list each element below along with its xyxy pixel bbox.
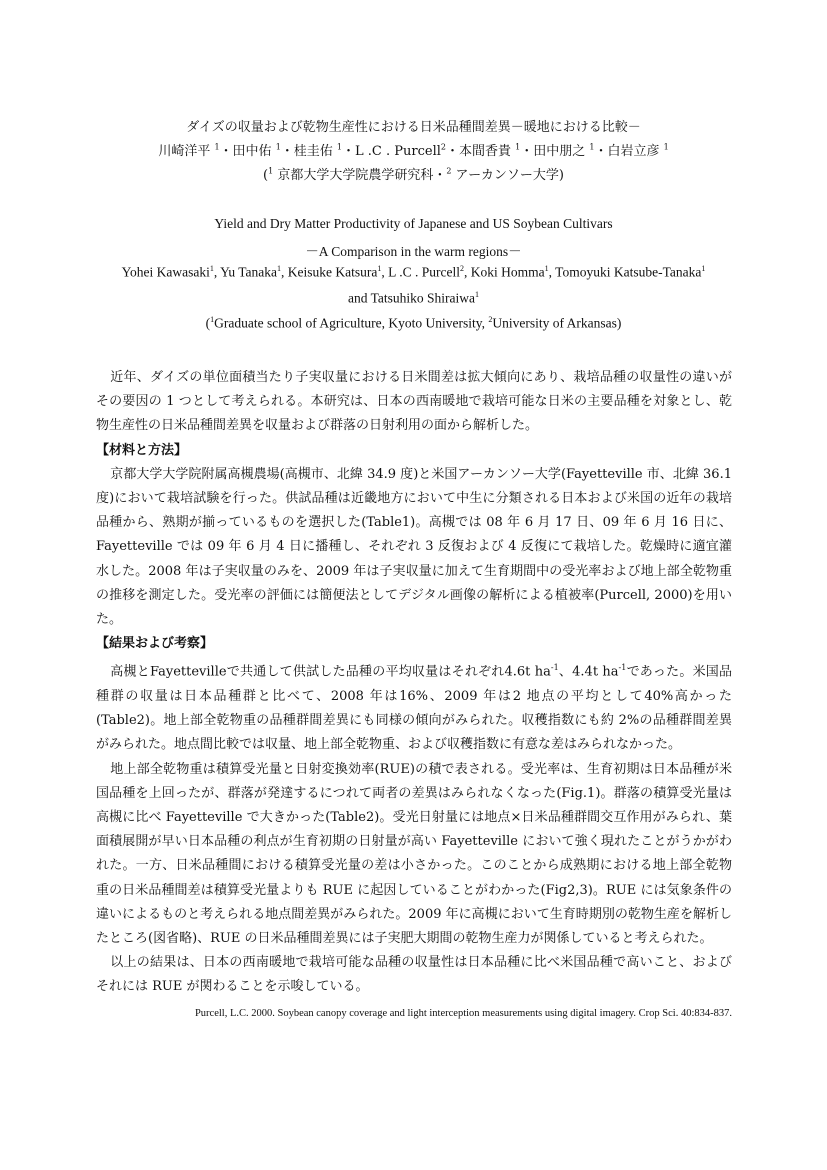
en-authors-line1: Yohei Kawasaki$^1$, Yu Tanaka$^1$, Keisuke Katsura$^1$, L .C . Purcell$^2$, Koki Homma$^1$, Tomoyuki Katsube-Tanaka$^1$: [121, 264, 706, 280]
results-heading: 【結果および考察】: [96, 636, 214, 652]
methods-paragraph: 京都大学大学院附属高槻農場(高槻市、北緯 34.9 度)と米国アーカンソー大学(Fayetteville 市、北緯 36.1 度)において栽培試験を行った。供試品種は近畿地方において中生に分類される日本および米国の近年の栽培品種から、熟期が揃っているものを選択した(Table1)。高槻では 08 年 6 月 17 日、09 年 6 月 16 日に、Fayetteville では 09 年 6 月 4 日に播種し、それぞれ 3 反復および 4 反復にて栽培した。乾燥時に適宜灌水した。2008 年は子実収量のみを、2009 年は子実収量に加えて生育期間中の受光率および地上部全乾物重の推移を測定した。受光率の評価には簡便法としてデジタル画像の解析による植被率(Purcell, 2000)を用いた。: [96, 466, 732, 628]
methods-heading: 【材料と方法】: [96, 442, 188, 458]
en-affiliation: ($^1$Graduate school of Agriculture, Kyoto University, $^2$University of Arkansas): [205, 315, 622, 331]
results-paragraph-1: 高槻とFayettevilleで共通して供試した品種の平均収量はそれぞれ4.6t $ha^{-1}$、4.4t $ha^{-1}$であった。米国品種群の収量は日本品種群と比べて、2008 年は16%、2009 年は2 地点の平均として40%高かった(Table2)。地上部全乾物重の品種群間差異にも同様の傾向がみられた。収穫指数にも約 2%の品種群間差異がみられた。地点間比較では収量、地上部全乾物重、および収穫指数に有意な差はみられなかった。: [96, 663, 733, 753]
intro-paragraph: 近年、ダイズの単位面積当たり子実収量における日米間差は拡大傾向にあり、栽培品種の収量性の違いがその要因の 1 つとして考えられる。本研究は、日本の西南暖地で栽培可能な日米の主要品種を対象とし、乾物生産性の日米品種間差異を収量および群落の日射利用の面から解析した。: [96, 370, 732, 434]
reference: Purcell, L.C. 2000. Soybean canopy coverage and light interception measurements using digital imagery. Crop Sci. 40:834-837.: [194, 1008, 732, 1019]
body-text: [96, 366, 732, 1000]
jp-authors: [0, 140, 827, 159]
en-authors-line2: and Tatsuhiko Shiraiwa$^1$: [347, 290, 480, 306]
en-title: Yield and Dry Matter Productivity of Japanese and US Soybean Cultivars: [214, 216, 613, 231]
en-subtitle: －A Comparison in the warm regions－: [305, 244, 522, 259]
results-paragraph-3: 以上の結果は、日本の西南暖地で栽培可能な品種の収量性は日本品種に比べ米国品種で高いこと、およびそれには RUE が関わることを示唆している。: [96, 955, 732, 995]
jp-affiliation: ($^1$ 京都大学大学院農学研究科・$^2$ アーカンソー大学): [263, 166, 564, 183]
results-paragraph-2: 地上部全乾物重は積算受光量と日射変換効率(RUE)の積で表される。受光率は、生育初期は日本品種が米国品種を上回ったが、群落が発達するにつれて両者の差異はみられなくなった(Fig.1)。群落の積算受光量は高槻に比べ Fayetteville で大きかった(Table2)。受光日射量には地点×日米品種群間交互作用がみられ、葉面積展開が早い日本品種の利点が生育初期の日射量が高い Fayetteville において強く現れたことがうかがわれた。一方、日米品種間における積算受光量の差は小さかった。このことから成熟期における地上部全乾物重の日米品種間差は積算受光量よりも RUE に起因していることがわかった(Fig2,3)。RUE には気象条件の違いによるものと考えられる地点間差異がみられた。2009 年に高槻において生育時期別の乾物生産を解析したところ(図省略)、RUE の日米品種間差異には子実肥大期間の乾物生産力が関係していると考えられた。: [96, 761, 732, 946]
jp-author-1: 川崎洋平 $^1$・田中佑 $^1$・桂圭佑 $^1$・L .C . Purcell$^2$・本間香貴 $^1$・田中朋之 $^1$・白岩立彦 $^1$: [158, 142, 669, 159]
jp-title: ダイズの収量および乾物生産性における日米品種間差異－暖地における比較－: [186, 120, 641, 135]
